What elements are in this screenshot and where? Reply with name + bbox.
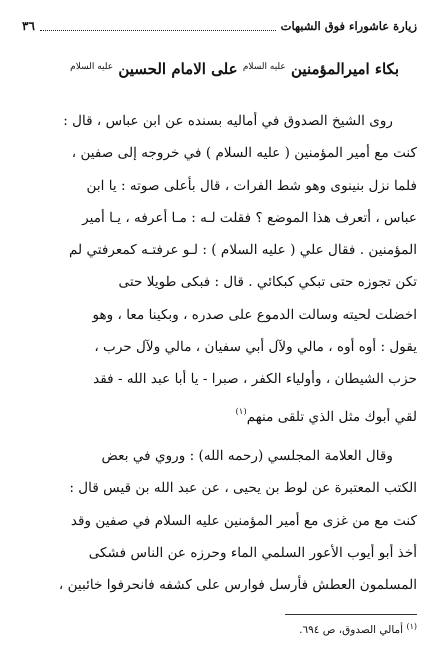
text-line: الكتب المعتبرة عن لوط بن يحيى ، عن عبد الله بن قيس قال :	[69, 480, 417, 497]
honorific-seal: عليه السلام	[242, 62, 286, 72]
text-line-content: لقي أبوك مثل الذي تلقى منهم	[246, 408, 417, 425]
text-line: روى الشيخ الصدوق في أماليه بسنده عن ابن عباس ، قال :	[63, 113, 393, 129]
text-line: كنت مع من غزى مع أمير المؤمنين عليه السلام في صفين وقد	[70, 512, 417, 529]
text-line: المؤمنين . فقال علي ( عليه السلام ) : لـو عرفتـه كمعرفتي لم	[68, 242, 417, 259]
text-line: اخضلت لحيته وسالت الدموع على صدره ، وبكينا معا ، وهو	[92, 306, 417, 323]
text-line-last	[21, 396, 417, 428]
text-line: فلما نزل بنينوى وهو شط الفرات ، قال بأعلى صوته : يا ابن	[86, 177, 417, 194]
text-line: كنت مع أمير المؤمنين ( عليه السلام ) في خروجه إلى صفين ،	[71, 145, 417, 162]
header-dotted-leader	[40, 30, 276, 31]
footnote-divider	[285, 614, 417, 615]
text-line: وقال العلامة المجلسي (رحمه الله) : وروي في بعض	[101, 448, 393, 464]
section-heading	[29, 60, 399, 78]
paragraph-majlisi	[21, 440, 417, 601]
text-line: يقول : أوه أوه ، مالي ولآل أبي سفيان ، مالي ولآل حرب ،	[94, 339, 417, 356]
footnote-mark: (١)	[406, 622, 417, 631]
text-line: حزب الشيطان ، وأولياء الكفر ، صبرا - يا أبا عبد الله - فقد	[93, 371, 417, 388]
page-number: ٣٦	[22, 19, 35, 33]
text-line: عباس ، أتعرف هذا الموضع ؟ فقلت لـه : مـا أعرفه ، يـا أمير	[82, 209, 417, 226]
running-title: زيارة عاشوراء فوق الشبهات	[280, 19, 417, 33]
footnote	[117, 622, 417, 636]
text-line: أخذ أبو أيوب الأعور السلمي الماء وحرزه عن الناس فشكى	[88, 544, 417, 561]
text-line: المسلمون العطش فأرسل فوارس على كشفه فانحرفوا خائبين ،	[58, 577, 417, 594]
running-header	[22, 16, 417, 36]
text-line: تكن تجوزه حتى تبكي كبكائي . قال : فبكى طويلا حتى	[118, 274, 417, 291]
section-heading-part2: على الامام الحسين	[118, 60, 238, 78]
section-heading-part1: بكاء اميرالمؤمنين	[291, 60, 399, 78]
footnote-text: أمالي الصدوق، ص ٦٩٤.	[299, 624, 404, 636]
paragraph-ibn-abbas	[21, 105, 417, 428]
footnote-reference: (١)	[235, 406, 247, 417]
honorific-seal: عليه السلام	[70, 62, 114, 72]
